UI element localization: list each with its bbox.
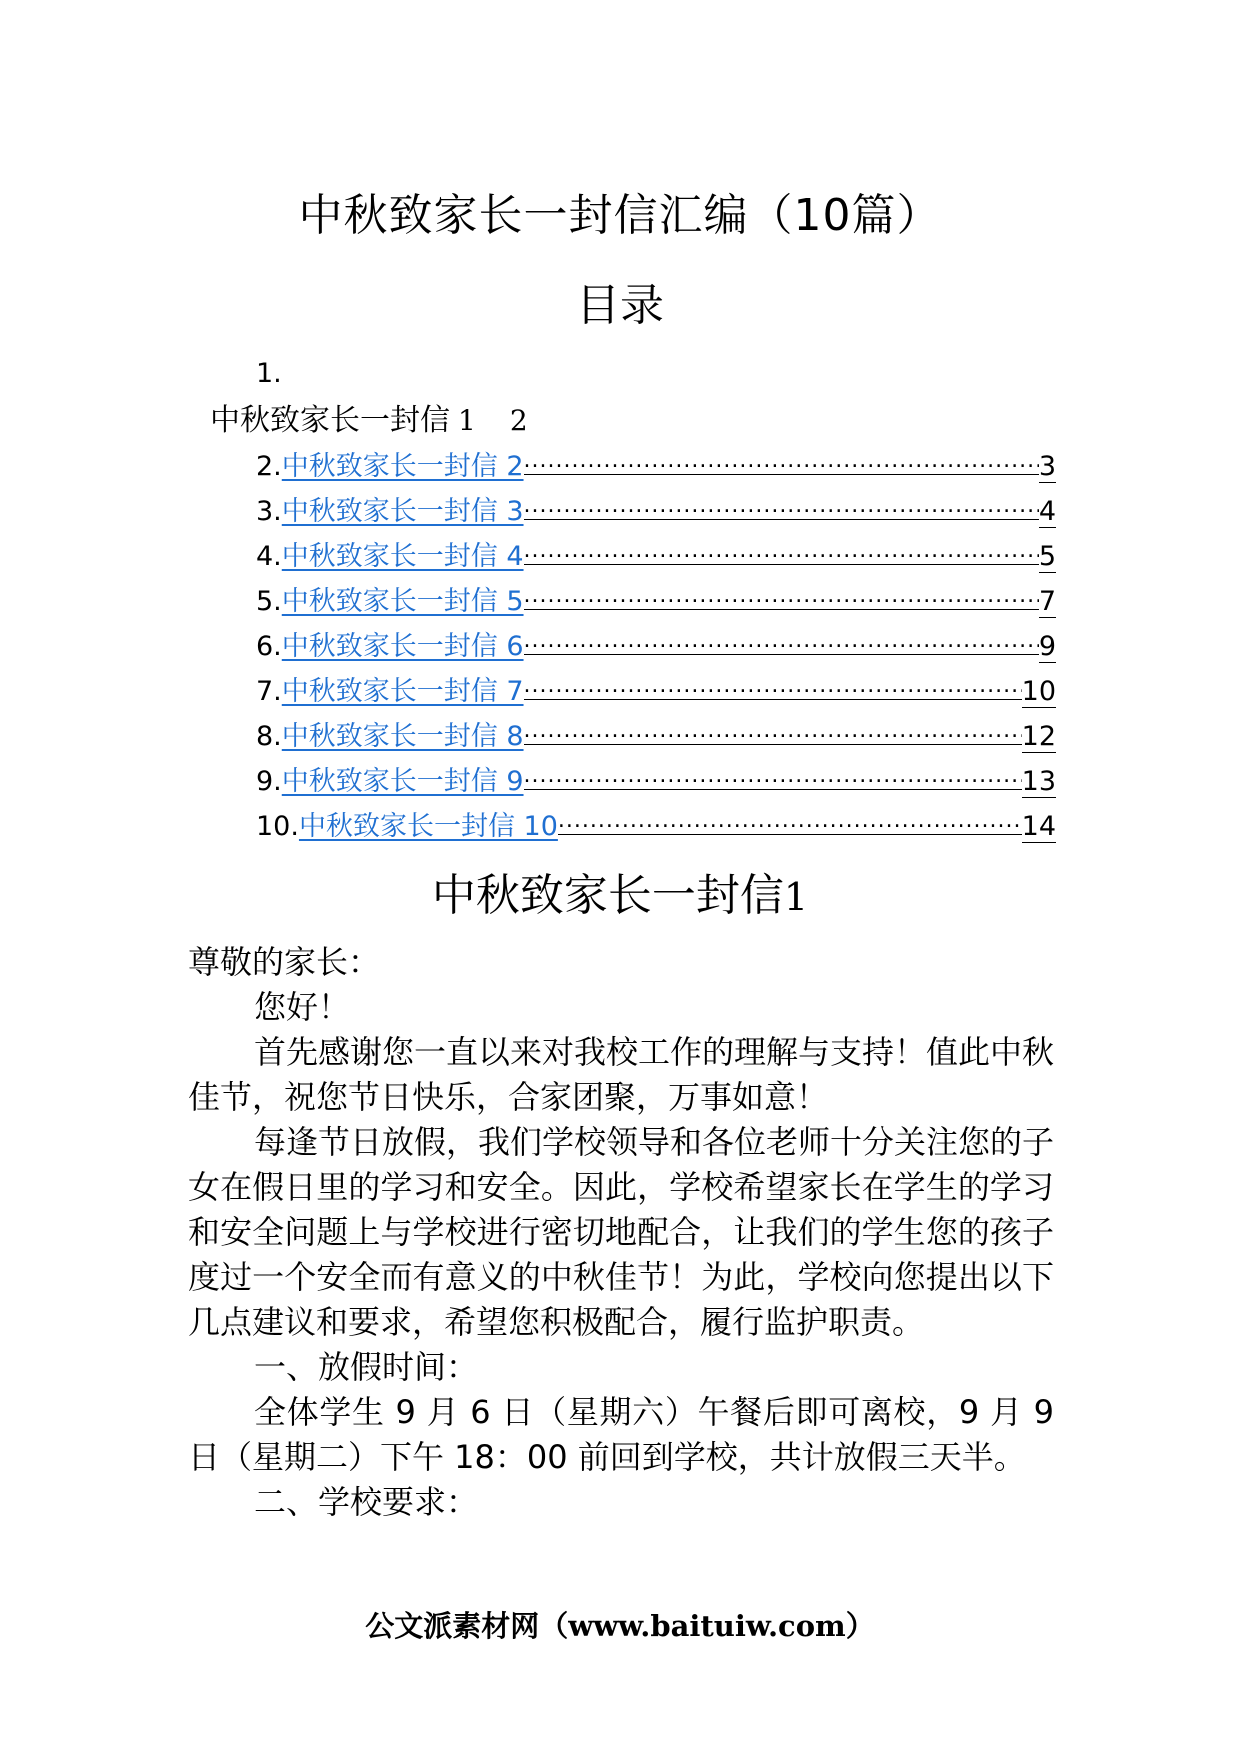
toc-row — [256, 759, 1056, 804]
toc-row — [256, 534, 1056, 579]
toc-link[interactable]: 中秋致家长一封信 10 — [298, 811, 558, 842]
toc-page-number: 4 — [1038, 496, 1056, 527]
toc-item-1-label[interactable]: 中秋致家长一封信 — [210, 403, 450, 438]
footer-watermark: 公文派素材网（www.baituiw.com） — [365, 1609, 875, 1643]
letter-title-text: 中秋致家长一封信 — [431, 870, 784, 921]
greeting: 您好！ — [254, 988, 351, 1026]
toc-list — [256, 444, 1056, 849]
toc-row — [256, 669, 1056, 714]
toc-row — [256, 444, 1056, 489]
section-heading: 二、学校要求： — [254, 1483, 479, 1521]
toc-page-number: 5 — [1038, 541, 1056, 572]
toc-item-number: 9. — [256, 766, 282, 797]
toc-heading: 目录 — [576, 280, 664, 331]
toc-leader-dots — [524, 444, 1039, 475]
toc-link[interactable]: 中秋致家长一封信 4 — [281, 541, 524, 572]
toc-item-number: 5. — [256, 586, 282, 617]
toc-leader-dots — [524, 714, 1022, 745]
toc-link[interactable]: 中秋致家长一封信 7 — [281, 676, 524, 707]
toc-row — [256, 714, 1056, 759]
toc-item-1-label-num: 1 — [458, 404, 476, 437]
toc-row — [256, 804, 1056, 849]
toc-item-number: 4. — [256, 541, 282, 572]
toc-leader-dots — [524, 489, 1039, 520]
toc-item-number: 3. — [256, 496, 282, 527]
toc-link[interactable]: 中秋致家长一封信 2 — [281, 451, 524, 482]
toc-item-1-number: 1. — [256, 358, 282, 389]
document-title: 中秋致家长一封信汇编（10篇） — [298, 190, 942, 241]
toc-page-number: 13 — [1021, 766, 1056, 797]
toc-row — [256, 579, 1056, 624]
letter-title — [0, 866, 1240, 927]
toc-item-number: 2. — [256, 451, 282, 482]
toc-row — [256, 489, 1056, 534]
toc-leader-dots — [524, 669, 1022, 700]
toc-item-number: 10. — [256, 811, 299, 842]
toc-leader-dots — [524, 759, 1022, 790]
section-heading: 一、放假时间： — [254, 1348, 479, 1386]
toc-page-number: 12 — [1021, 721, 1056, 752]
toc-page-number: 3 — [1038, 451, 1056, 482]
toc-item-1[interactable] — [210, 401, 528, 441]
toc-link[interactable]: 中秋致家长一封信 3 — [281, 496, 524, 527]
toc-link[interactable]: 中秋致家长一封信 9 — [281, 766, 524, 797]
body-paragraph: 首先感谢您一直以来对我校工作的理解与支持！值此中秋佳节，祝您节日快乐，合家团聚，万事如意！ — [188, 1033, 1055, 1116]
toc-item-number: 7. — [256, 676, 282, 707]
toc-item-number: 6. — [256, 631, 282, 662]
toc-leader-dots — [524, 624, 1039, 655]
toc-page-number: 10 — [1021, 676, 1056, 707]
toc-link[interactable]: 中秋致家长一封信 5 — [281, 586, 524, 617]
toc-link[interactable]: 中秋致家长一封信 8 — [281, 721, 524, 752]
toc-page-number: 14 — [1021, 811, 1056, 842]
body-paragraph: 每逢节日放假，我们学校领导和各位老师十分关注您的子女在假日里的学习和安全。因此，学校希望家长在学生的学习和安全问题上与学校进行密切地配合，让我们的学生您的孩子度过一个安全而有意义的中秋佳节！为此，学校向您提出以下几点建议和要求，希望您积极配合，履行监护职责。 — [188, 1123, 1055, 1341]
salutation: 尊敬的家长： — [188, 943, 381, 981]
letter-body — [188, 940, 1054, 1525]
toc-item-number: 8. — [256, 721, 282, 752]
toc-leader-dots — [558, 804, 1022, 835]
toc-page-number: 7 — [1038, 586, 1056, 617]
body-paragraph: 全体学生 9 月 6 日（星期六）午餐后即可离校，9 月 9 日（星期二）下午 18：00 前回到学校，共计放假三天半。 — [188, 1393, 1054, 1476]
letter-title-number: 1 — [783, 875, 809, 919]
toc-leader-dots — [524, 534, 1039, 565]
toc-leader-dots — [524, 579, 1039, 610]
toc-link[interactable]: 中秋致家长一封信 6 — [281, 631, 524, 662]
toc-item-1-page: 2 — [509, 404, 528, 437]
toc-page-number: 9 — [1038, 631, 1056, 662]
toc-row — [256, 624, 1056, 669]
